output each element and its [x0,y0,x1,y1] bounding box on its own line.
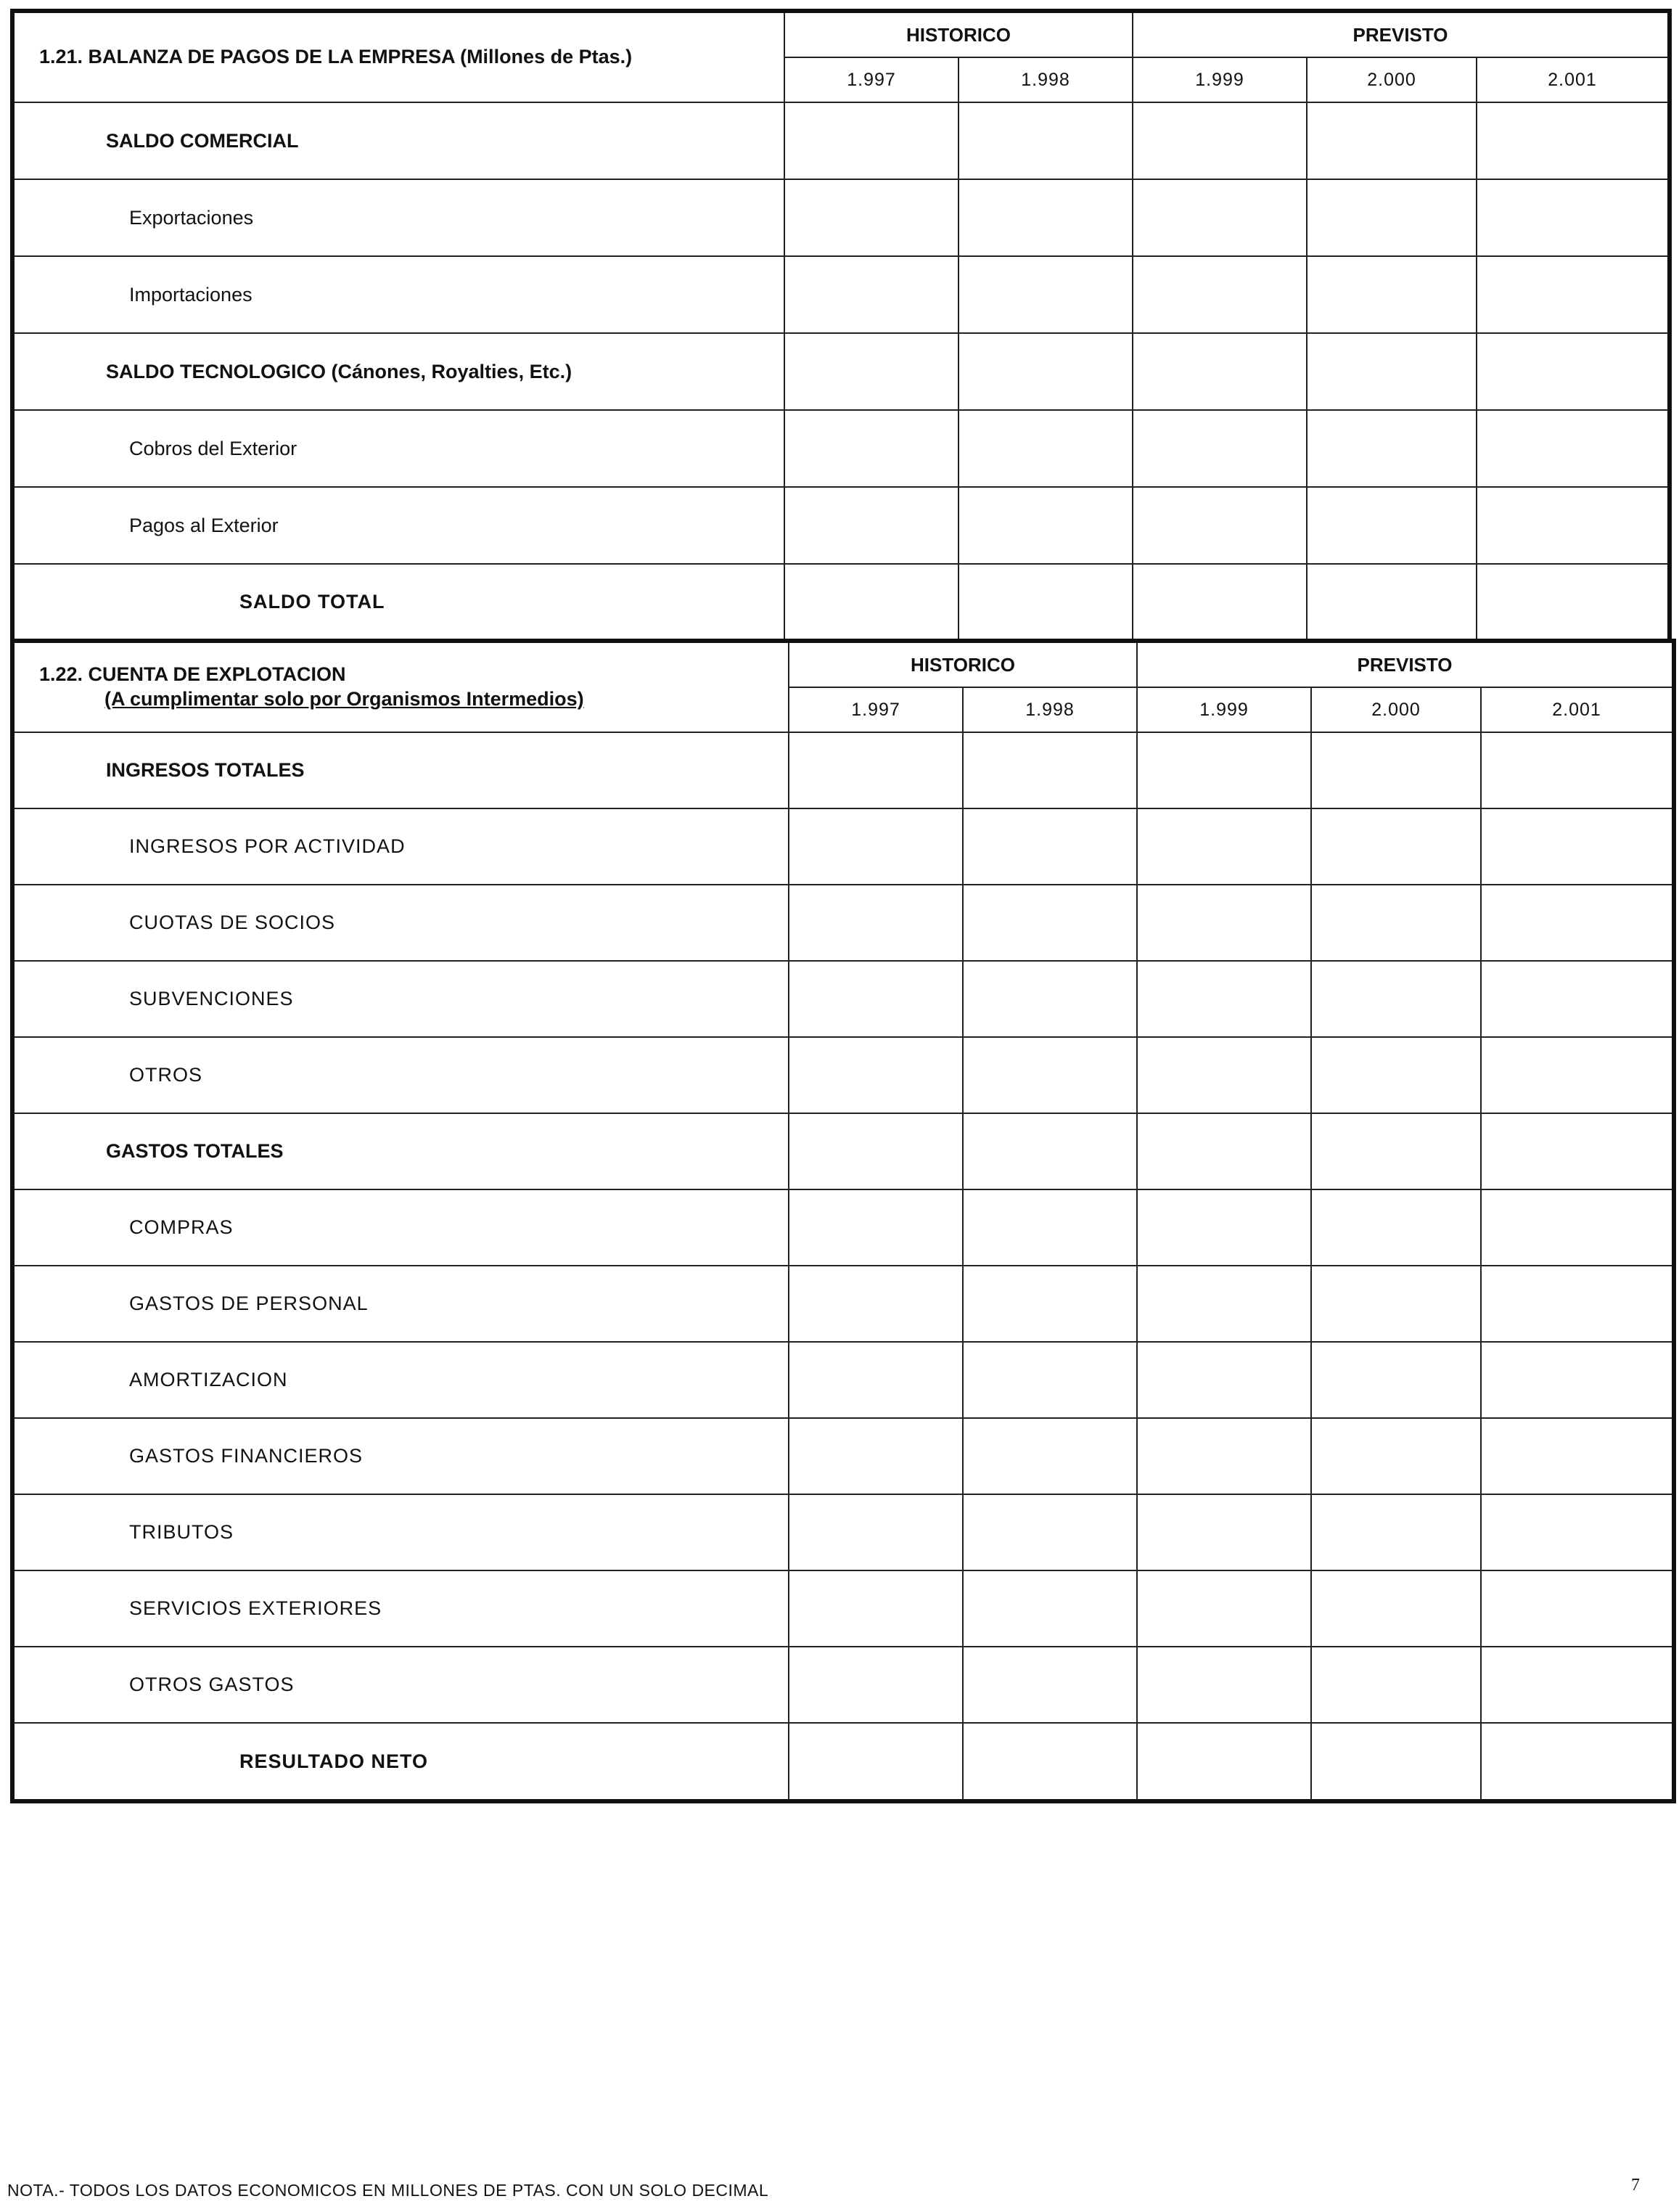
entry-cell[interactable] [1307,564,1477,641]
entry-cell[interactable] [1311,732,1481,808]
entry-cell[interactable] [958,333,1133,410]
entry-cell[interactable] [963,732,1137,808]
entry-cell[interactable] [963,1723,1137,1801]
cuenta-de-explotacion-table [10,639,1676,1803]
table-row [12,808,1674,885]
entry-cell[interactable] [1481,885,1674,961]
entry-cell[interactable] [1311,1494,1481,1570]
entry-cell[interactable] [1133,564,1307,641]
row-label: RESULTADO NETO [12,1723,789,1801]
entry-cell[interactable] [963,1342,1137,1418]
entry-cell[interactable] [1307,102,1477,179]
entry-cell[interactable] [1477,487,1670,564]
entry-cell[interactable] [963,885,1137,961]
entry-cell[interactable] [1133,102,1307,179]
section-subtitle: (A cumplimentar solo por Organismos Intermedios) [104,688,584,710]
row-label: GASTOS DE PERSONAL [12,1266,789,1342]
entry-cell[interactable] [784,487,958,564]
table-row [12,102,1670,179]
entry-cell[interactable] [1481,1418,1674,1494]
entry-cell[interactable] [784,333,958,410]
entry-cell[interactable] [789,1113,963,1189]
entry-cell[interactable] [963,1189,1137,1266]
entry-cell[interactable] [1311,885,1481,961]
entry-cell[interactable] [1137,1723,1311,1801]
row-label: SALDO COMERCIAL [12,102,784,179]
entry-cell[interactable] [1133,256,1307,333]
year-header: 1.997 [789,687,963,732]
row-label: SALDO TECNOLOGICO (Cánones, Royalties, Etc.) [12,333,784,410]
entry-cell[interactable] [963,1570,1137,1647]
table-row [12,1570,1674,1647]
row-label: Exportaciones [12,179,784,256]
entry-cell[interactable] [784,410,958,487]
entry-cell[interactable] [958,564,1133,641]
entry-cell[interactable] [1311,1037,1481,1113]
table-row [12,885,1674,961]
entry-cell[interactable] [1481,1647,1674,1723]
entry-cell[interactable] [1481,961,1674,1037]
row-label: INGRESOS TOTALES [12,732,789,808]
balanza-de-pagos-table [10,9,1672,643]
entry-cell[interactable] [1307,256,1477,333]
entry-cell[interactable] [1137,1266,1311,1342]
entry-cell[interactable] [1137,1342,1311,1418]
entry-cell[interactable] [789,961,963,1037]
table-row [12,1266,1674,1342]
entry-cell[interactable] [789,1189,963,1266]
table-row [12,256,1670,333]
entry-cell[interactable] [963,1418,1137,1494]
entry-cell[interactable] [1311,1113,1481,1189]
entry-cell[interactable] [1307,333,1477,410]
entry-cell[interactable] [1307,487,1477,564]
entry-cell[interactable] [789,732,963,808]
entry-cell[interactable] [789,1723,963,1801]
year-header: 1.997 [784,57,958,102]
entry-cell[interactable] [1311,808,1481,885]
entry-cell[interactable] [958,410,1133,487]
row-label: COMPRAS [12,1189,789,1266]
historico-header: HISTORICO [789,641,1137,687]
table-row [12,1418,1674,1494]
entry-cell[interactable] [1311,1189,1481,1266]
row-label: OTROS GASTOS [12,1647,789,1723]
entry-cell[interactable] [1311,1266,1481,1342]
row-label: GASTOS FINANCIEROS [12,1418,789,1494]
table-row [12,1189,1674,1266]
entry-cell[interactable] [1481,1037,1674,1113]
entry-cell[interactable] [784,256,958,333]
entry-cell[interactable] [789,1418,963,1494]
year-header: 1.998 [958,57,1133,102]
row-label: Importaciones [12,256,784,333]
year-header: 1.998 [963,687,1137,732]
entry-cell[interactable] [963,961,1137,1037]
table-row [12,564,1670,641]
entry-cell[interactable] [1311,1570,1481,1647]
entry-cell[interactable] [789,1037,963,1113]
year-header: 2.001 [1477,57,1670,102]
entry-cell[interactable] [1137,1113,1311,1189]
entry-cell[interactable] [963,1647,1137,1723]
entry-cell[interactable] [1137,1494,1311,1570]
entry-cell[interactable] [1311,961,1481,1037]
entry-cell[interactable] [1137,961,1311,1037]
entry-cell[interactable] [1481,1189,1674,1266]
year-header: 1.999 [1137,687,1311,732]
table-row [12,1113,1674,1189]
table-row [12,410,1670,487]
entry-cell[interactable] [1311,1418,1481,1494]
entry-cell[interactable] [789,1647,963,1723]
entry-cell[interactable] [963,808,1137,885]
entry-cell[interactable] [1477,564,1670,641]
row-label: SERVICIOS EXTERIORES [12,1570,789,1647]
entry-cell[interactable] [1477,179,1670,256]
entry-cell[interactable] [784,564,958,641]
section-title: 1.21. BALANZA DE PAGOS DE LA EMPRESA (Millones de Ptas.) [12,11,784,102]
table-row [12,1723,1674,1801]
entry-cell[interactable] [958,256,1133,333]
entry-cell[interactable] [1477,102,1670,179]
section-title: 1.22. CUENTA DE EXPLOTACION [39,663,346,686]
entry-cell[interactable] [789,1494,963,1570]
row-label: OTROS [12,1037,789,1113]
year-header: 2.000 [1307,57,1477,102]
entry-cell[interactable] [1477,410,1670,487]
entry-cell[interactable] [1137,732,1311,808]
table-row [12,1037,1674,1113]
entry-cell[interactable] [963,1494,1137,1570]
page-number: 7 [1631,2176,1640,2195]
entry-cell[interactable] [1311,1647,1481,1723]
row-label: Pagos al Exterior [12,487,784,564]
entry-cell[interactable] [1137,885,1311,961]
entry-cell[interactable] [1481,1570,1674,1647]
entry-cell[interactable] [958,179,1133,256]
row-label: GASTOS TOTALES [12,1113,789,1189]
entry-cell[interactable] [1137,1570,1311,1647]
row-label: SUBVENCIONES [12,961,789,1037]
entry-cell[interactable] [1137,1037,1311,1113]
footer-note: NOTA.- TODOS LOS DATOS ECONOMICOS EN MILLONES DE PTAS. CON UN SOLO DECIMAL [7,2181,769,2200]
row-label: AMORTIZACION [12,1342,789,1418]
entry-cell[interactable] [1481,1113,1674,1189]
table-row [12,333,1670,410]
previsto-header: PREVISTO [1137,641,1674,687]
entry-cell[interactable] [789,1266,963,1342]
entry-cell[interactable] [1137,808,1311,885]
entry-cell[interactable] [1481,1342,1674,1418]
entry-cell[interactable] [789,808,963,885]
entry-cell[interactable] [1307,179,1477,256]
entry-cell[interactable] [963,1113,1137,1189]
table-row [12,1494,1674,1570]
entry-cell[interactable] [1481,1266,1674,1342]
entry-cell[interactable] [1481,1494,1674,1570]
entry-cell[interactable] [1133,333,1307,410]
entry-cell[interactable] [1137,1189,1311,1266]
row-label: CUOTAS DE SOCIOS [12,885,789,961]
entry-cell[interactable] [1477,333,1670,410]
year-header: 2.001 [1481,687,1674,732]
entry-cell[interactable] [784,179,958,256]
entry-cell[interactable] [789,1570,963,1647]
table-row [12,1647,1674,1723]
table-row [12,732,1674,808]
entry-cell[interactable] [963,1037,1137,1113]
year-header: 1.999 [1133,57,1307,102]
row-label: INGRESOS POR ACTIVIDAD [12,808,789,885]
entry-cell[interactable] [1137,1418,1311,1494]
historico-header: HISTORICO [784,11,1133,57]
row-label: Cobros del Exterior [12,410,784,487]
previsto-header: PREVISTO [1133,11,1670,57]
entry-cell[interactable] [963,1266,1137,1342]
entry-cell[interactable] [1481,732,1674,808]
entry-cell[interactable] [958,102,1133,179]
entry-cell[interactable] [1133,179,1307,256]
entry-cell[interactable] [1481,808,1674,885]
table-row [12,487,1670,564]
entry-cell[interactable] [1477,256,1670,333]
entry-cell[interactable] [1137,1647,1311,1723]
entry-cell[interactable] [784,102,958,179]
table-row [12,179,1670,256]
entry-cell[interactable] [1481,1723,1674,1801]
table-row [12,961,1674,1037]
entry-cell[interactable] [1311,1342,1481,1418]
entry-cell[interactable] [789,1342,963,1418]
table-row [12,1342,1674,1418]
entry-cell[interactable] [1311,1723,1481,1801]
section-title-block [12,641,789,732]
row-label: SALDO TOTAL [12,564,784,641]
entry-cell[interactable] [1133,410,1307,487]
entry-cell[interactable] [1307,410,1477,487]
entry-cell[interactable] [1133,487,1307,564]
entry-cell[interactable] [958,487,1133,564]
year-header: 2.000 [1311,687,1481,732]
row-label: TRIBUTOS [12,1494,789,1570]
entry-cell[interactable] [789,885,963,961]
